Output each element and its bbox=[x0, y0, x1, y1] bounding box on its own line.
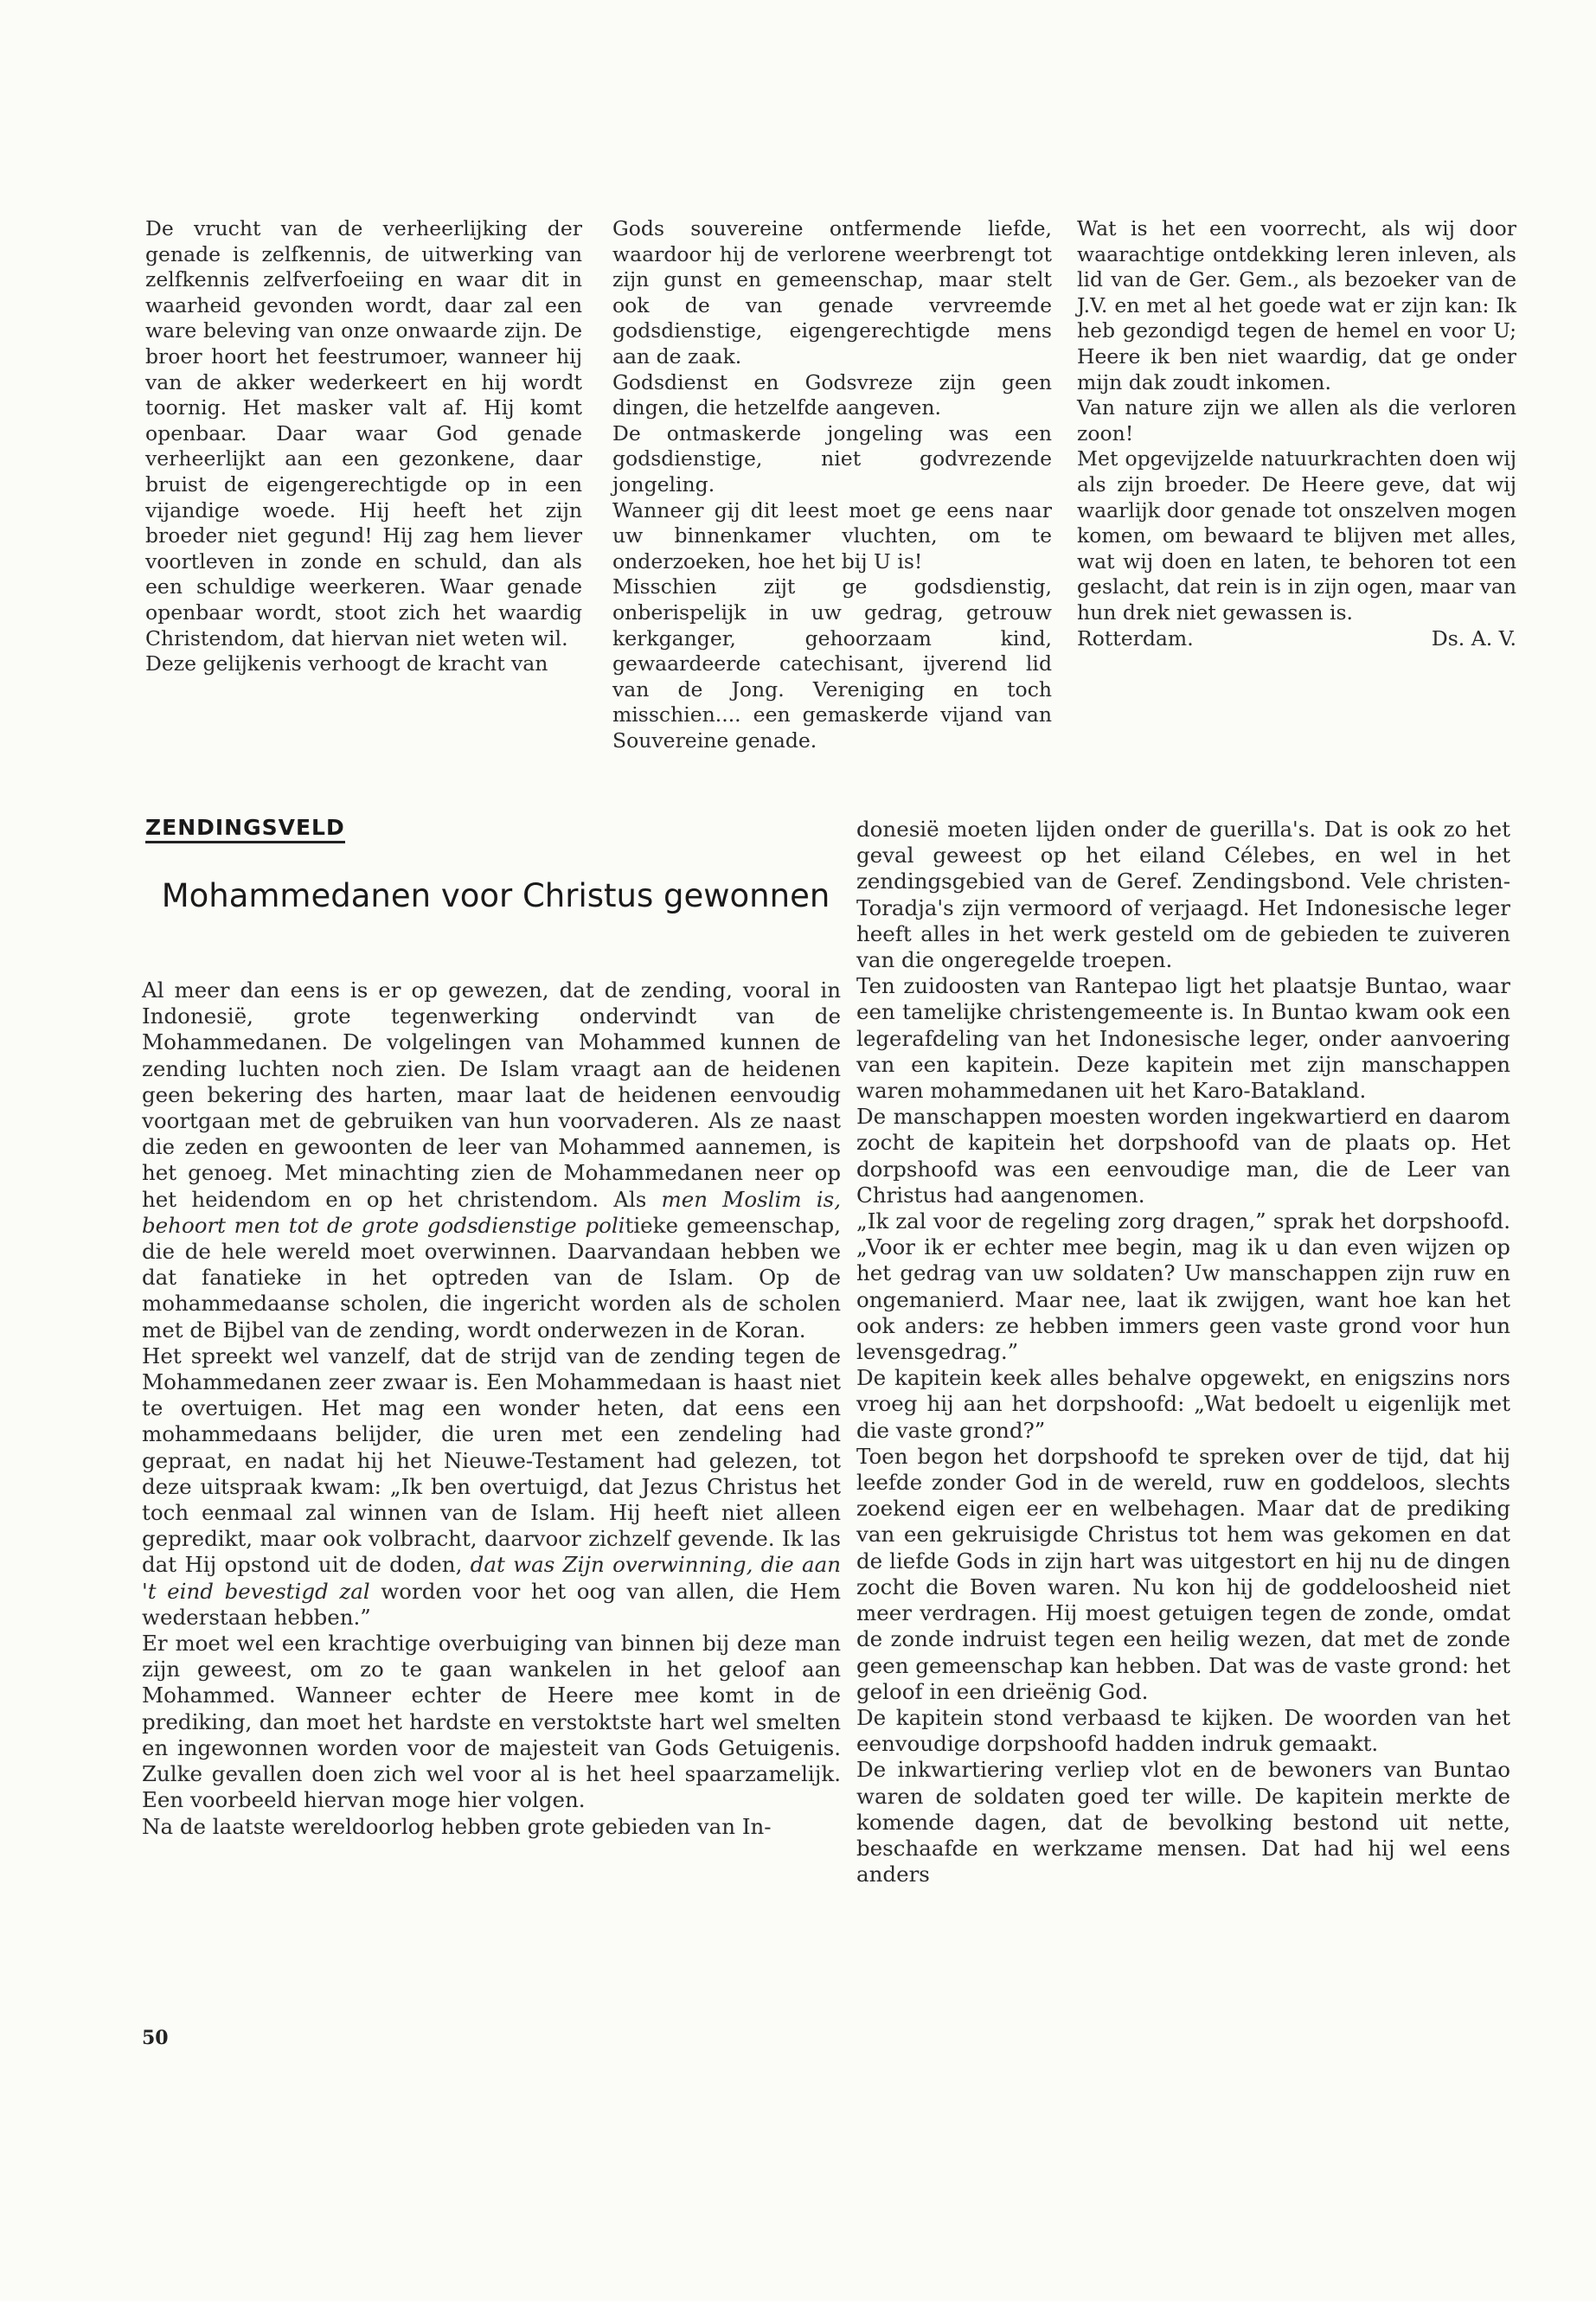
paragraph: De kapitein keek alles behalve opgewekt, en enigszins nors vroeg hij aan het dorpshoofd: „Wat bedoelt u eigenlijk met die vaste grond?” bbox=[856, 1365, 1510, 1443]
paragraph: Deze gelijkenis verhoogt de kracht van bbox=[145, 651, 548, 676]
article-title: Mohammedanen voor Christus gewonnen bbox=[161, 877, 830, 914]
paragraph: Wanneer gij dit leest moet ge eens naar uw binnenkamer vluchten, om te onderzoeken, hoe het bij U is! bbox=[612, 497, 1052, 574]
paragraph: De ontmaskerde jongeling was een godsdienstige, niet godvrezende jongeling. bbox=[612, 420, 1052, 497]
paragraph: Al meer dan eens is er op gewezen, dat de zending, vooral in Indonesië, grote tegenwerking ondervindt van de Mohammedanen. De volgelingen van Mohammed kunnen de zending luchten noch zien. De Islam vraagt aan de heidenen geen bekering des harten, maar laat de heidenen eenvoudig voortgaan met de gebruiken van hun voorvaderen. Als ze naast die zeden en gewoonten de leer van Mohammed aannemen, is het genoeg. Met minachting zien de Mohammedanen neer op het heidendom en op het christendom. Als men Moslim is, behoort men tot de grote godsdienstige politieke gemeenschap, die de hele wereld moet overwinnen. Daarvandaan hebben we dat fanatieke in het optreden van de Islam. Op de mohammedaanse scholen, die ingericht worden als de scholen met de Bijbel van de zending, wordt onderwezen in de Koran. bbox=[142, 977, 842, 1343]
top-column-2 bbox=[612, 216, 1052, 753]
article-column-1 bbox=[142, 977, 841, 1840]
paragraph: Er moet wel een krachtige overbuiging van binnen bij deze man zijn geweest, om zo te gaan wankelen in het geloof aan Mohammed. Wanneer echter de Heere mee komt in de prediking, dan moet het hardste en verstoktste hart wel smelten en ingewonnen worden voor de majesteit van Gods Getuigenis. Zulke gevallen doen zich wel voor al is het heel spaarzamelijk. Een voorbeeld hiervan moge hier volgen. bbox=[142, 1631, 841, 1813]
section-label: ZENDINGSVELD bbox=[145, 815, 345, 843]
paragraph: De kapitein stond verbaasd te kijken. De woorden van het eenvoudige dorpshoofd hadden indruk gemaakt. bbox=[856, 1704, 1510, 1757]
paragraph: Godsdienst en Godsvreze zijn geen dingen, die hetzelfde aangeven. bbox=[612, 369, 1052, 420]
signature-author: Ds. A. V. bbox=[1431, 625, 1516, 651]
paragraph: Wat is het een voorrecht, als wij door waarachtige ontdekking leren inleven, als lid van de Ger. Gem., als bezoeker van de J.V. en met al het goede wat er zijn kan: Ik heb gezondigd tegen de hemel en voor U; Heere ik ben niet waardig, dat ge onder mijn dak zoudt inkomen. bbox=[1077, 216, 1516, 394]
paragraph: De manschappen moesten worden ingekwartierd en daarom zocht de kapitein het dorpshoofd van de plaats op. Het dorpshoofd was een eenvoudige man, die de Leer van Christus had aangenomen. bbox=[856, 1104, 1510, 1208]
paragraph: donesië moeten lijden onder de guerilla's. Dat is ook zo het geval geweest op het eiland Célebes, en wel in het zendingsgebied van de Geref. Zendingsbond. Vele christen-Toradja's zijn vermoord of verjaagd. Het Indonesische leger heeft alles in het werk gesteld om de gebieden te zuiveren van die ongeregelde troepen. bbox=[856, 817, 1510, 973]
paragraph: Toen begon het dorpshoofd te spreken over de tijd, dat hij leefde zonder God in de wereld, ruw en goddeloos, slechts zoekend eigen eer en welbehagen. Maar dat de prediking van een gekruisigde Christus tot hem was gekomen en dat de liefde Gods in zijn hart was uitgestort en hij nu de dingen zocht die Boven waren. Nu kon hij de goddeloosheid niet meer verdragen. Hij moest getuigen tegen de zonde, omdat de zonde indruist tegen een heilig wezen, dat met de zonde geen gemeenschap kan hebben. Dat was de vaste grond: het geloof in een drieënig God. bbox=[856, 1443, 1510, 1704]
paragraph: Gods souvereine ontfermende liefde, waardoor hij de verlorene weerbrengt tot zijn gunst en gemeenschap, maar stelt ook de van genade vervreemde godsdienstige, eigengerechtigde mens aan de zaak. bbox=[612, 216, 1052, 369]
top-column-3 bbox=[1077, 216, 1516, 651]
paragraph: Het spreekt wel vanzelf, dat de strijd van de zending tegen de Mohammedanen zeer zwaar is. Een Mohammedaan is haast niet te overtuigen. Het mag een wonder heten, dat eens een mohammedaans belijder, die uren met een zendeling had gepraat, en nadat hij het Nieuwe-Testament had gelezen, tot deze uitspraak kwam: „Ik ben overtuigd, dat Jezus Christus het toch eenmaal zal winnen van de Islam. Hij heeft niet alleen gepredikt, maar ook volbracht, daarvoor zichzelf gevende. Ik las dat Hij opstond uit de doden, dat was Zijn overwinning, die aan 't eind bevestigd zal worden voor het oog van allen, die Hem wederstaan hebben.” bbox=[142, 1343, 841, 1630]
paragraph: De vrucht van de verheerlijking der genade is zelfkennis, de uitwerking van zelfkennis zelfverfoeiing en waar dit in waarheid gevonden wordt, daar zal een ware beleving van onze onwaarde zijn. De broer hoort het feestrumoer, wanneer hij van de akker wederkeert en hij wordt toornig. Het masker valt af. Hij komt openbaar. Daar waar God genade verheerlijkt aan een gezonkene, daar bruist de eigengerechtigde op in een vijandige woede. Hij heeft het zijn broeder niet gegund! Hij zag hem liever voortleven in zonde en schuld, dan als een schuldige weerkeren. Waar genade openbaar wordt, stoot zich het waardig Christendom, dat hiervan niet weten wil. bbox=[145, 216, 582, 651]
article-column-2 bbox=[856, 817, 1510, 1888]
paragraph: Na de laatste wereldoorlog hebben grote gebieden van In- bbox=[142, 1813, 772, 1839]
paragraph: Misschien zijt ge godsdienstig, onberispelijk in uw gedrag, getrouw kerkganger, gehoorzaam kind, gewaardeerde catechisant, ijverend lid van de Jong. Vereniging en toch misschien.... een gemaskerde vijand van Souvereine genade. bbox=[612, 574, 1052, 753]
top-column-1 bbox=[145, 216, 582, 677]
signature bbox=[1077, 626, 1516, 652]
page-number: 50 bbox=[142, 2027, 169, 2049]
paragraph: De inkwartiering verliep vlot en de bewoners van Buntao waren de soldaten goed ter wille. De kapitein merkte de komende dagen, dat de bevolking bestond uit nette, beschaafde en werkzame mensen. Dat had hij wel eens anders bbox=[856, 1757, 1510, 1888]
paragraph: „Ik zal voor de regeling zorg dragen,” sprak het dorpshoofd. „Voor ik er echter mee begin, mag ik u dan even wijzen op het gedrag van uw soldaten? Uw manschappen zijn ruw en ongemanierd. Maar nee, laat ik zwijgen, want hoe kan het ook anders: ze hebben immers geen vaste grond voor hun levensgedrag.” bbox=[856, 1208, 1510, 1365]
paragraph: Met opgevijzelde natuurkrachten doen wij als zijn broeder. De Heere geve, dat wij waarlijk door genade tot onszelven mogen komen, om bewaard te blijven met alles, wat wij doen en laten, te behoren tot een geslacht, dat rein is in zijn ogen, maar van hun drek niet gewassen is. bbox=[1077, 446, 1517, 625]
signature-place: Rotterdam. bbox=[1077, 625, 1194, 651]
paragraph: Van nature zijn we allen als die verloren zoon! bbox=[1077, 395, 1516, 445]
paragraph: Ten zuidoosten van Rantepao ligt het plaatsje Buntao, waar een tamelijke christengemeente is. In Buntao kwam ook een legerafdeling van het Indonesische leger, onder aanvoering van een kapitein. Deze kapitein met zijn manschappen waren mohammedanen uit het Karo-Batakland. bbox=[856, 973, 1510, 1104]
